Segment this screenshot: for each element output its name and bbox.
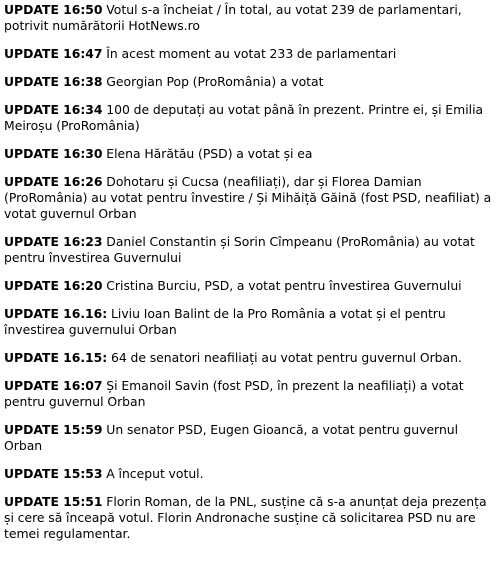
update-entry	[4, 306, 493, 338]
update-timestamp: UPDATE 16:30	[4, 146, 103, 161]
update-text: Florin Roman, de la PNL, susține că s-a anunțat deja prezența și cere să înceapă votul. Florin Andronache susține că solicitarea PSD nu are temei regulamentar.	[4, 494, 487, 541]
update-entry	[4, 466, 493, 482]
update-entry	[4, 102, 493, 134]
update-entry	[4, 278, 493, 294]
update-entry	[4, 422, 493, 454]
update-timestamp: UPDATE 16:47	[4, 46, 103, 61]
update-entry	[4, 378, 493, 410]
update-text: 64 de senatori neafiliați au votat pentru guvernul Orban.	[110, 350, 462, 365]
update-entry	[4, 2, 493, 34]
update-entry	[4, 146, 493, 162]
update-timestamp: UPDATE 16:20	[4, 278, 103, 293]
update-text: Elena Hărătău (PSD) a votat și ea	[106, 146, 313, 161]
update-timestamp: UPDATE 16.15:	[4, 350, 108, 365]
update-timestamp: UPDATE 16.16:	[4, 306, 108, 321]
update-timestamp: UPDATE 15:53	[4, 466, 103, 481]
update-timestamp: UPDATE 15:59	[4, 422, 103, 437]
update-entry	[4, 46, 493, 62]
update-text: În acest moment au votat 233 de parlamentari	[106, 46, 397, 61]
update-text: 100 de deputați au votat până în prezent. Printre ei, și Emilia Meiroșu (ProRomânia)	[4, 102, 484, 133]
update-text: Liviu Ioan Balint de la Pro România a votat și el pentru învestirea guvernului Orban	[4, 306, 446, 337]
update-text: Daniel Constantin și Sorin Cîmpeanu (ProRomânia) au votat pentru învestirea Guvernului	[4, 234, 475, 265]
update-timestamp: UPDATE 16:26	[4, 174, 103, 189]
update-entry	[4, 234, 493, 266]
update-timestamp: UPDATE 16:50	[4, 2, 103, 17]
update-entry	[4, 74, 493, 90]
live-update-feed	[0, 2, 499, 542]
update-text: Și Emanoil Savin (fost PSD, în prezent la neafiliați) a votat pentru guvernul Orban	[4, 378, 464, 409]
update-text: Dohotaru și Cucsa (neafiliați), dar și Florea Damian (ProRomânia) au votat pentru învestire / Și Mihăiță Găină (fost PSD, neafiliat) a votat guvernul Orban	[4, 174, 492, 221]
update-timestamp: UPDATE 16:23	[4, 234, 103, 249]
update-entry	[4, 174, 493, 222]
update-timestamp: UPDATE 16:38	[4, 74, 103, 89]
update-entry	[4, 494, 493, 542]
update-text: Un senator PSD, Eugen Gioancă, a votat pentru guvernul Orban	[4, 422, 459, 453]
update-text: Georgian Pop (ProRomânia) a votat	[106, 74, 324, 89]
update-timestamp: UPDATE 15:51	[4, 494, 103, 509]
update-text: Cristina Burciu, PSD, a votat pentru învestirea Guvernului	[106, 278, 462, 293]
update-timestamp: UPDATE 16:34	[4, 102, 103, 117]
update-text: A început votul.	[106, 466, 204, 481]
update-timestamp: UPDATE 16:07	[4, 378, 103, 393]
update-entry	[4, 350, 493, 366]
update-text: Votul s-a încheiat / În total, au votat 239 de parlamentari, potrivit numărătorii HotNews.ro	[4, 2, 462, 33]
